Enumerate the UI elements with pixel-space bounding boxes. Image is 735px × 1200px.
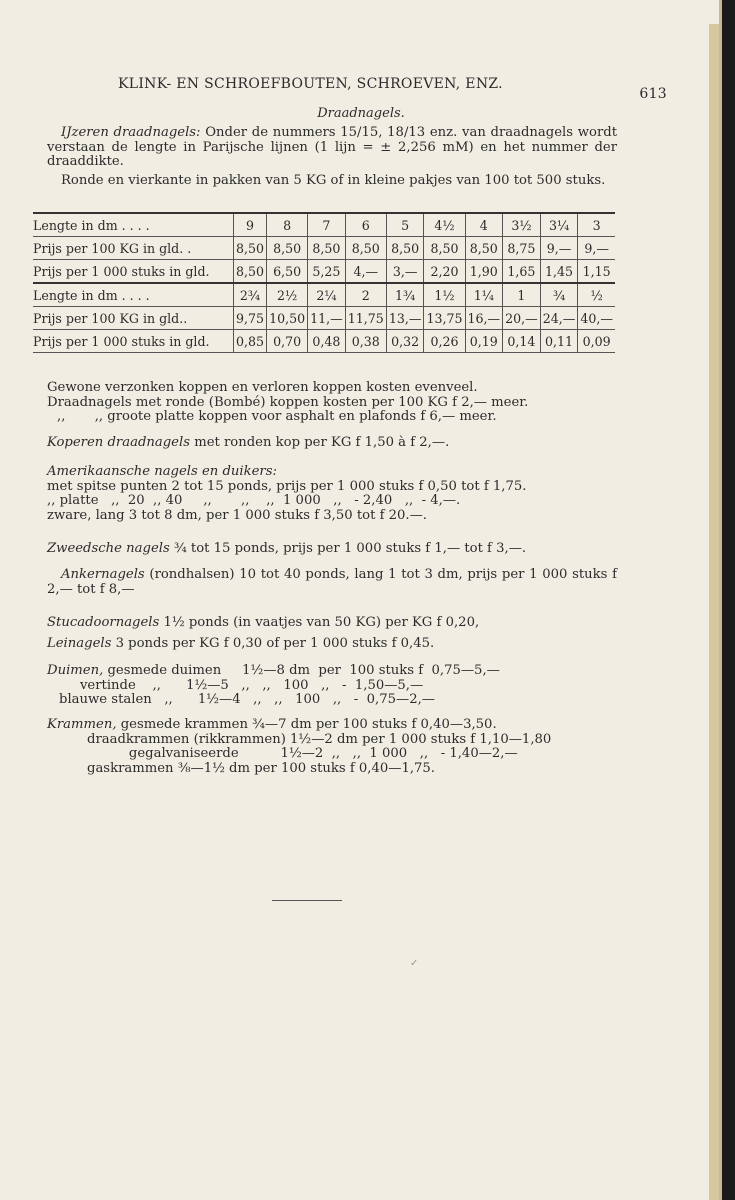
- table-cell: 10,50: [267, 307, 308, 330]
- table-cell: 0,32: [386, 330, 424, 353]
- table-cell: 16,—: [465, 307, 503, 330]
- table-cell: 9,75: [234, 307, 267, 330]
- zweedsche-text: ¾ tot 15 ponds, prijs per 1 000 stuks f 1,— tot f 3,—.: [173, 541, 527, 556]
- table-cell: 2½: [267, 283, 308, 307]
- koperen-text: met ronden kop per KG f 1,50 à f 2,—.: [194, 435, 450, 450]
- table-cell: ¾: [540, 283, 578, 307]
- koperen-label: Koperen draadnagels: [47, 435, 190, 450]
- stucadoornagels-label: Stucadoornagels: [47, 615, 160, 630]
- stucadoornagels-paragraph: [47, 616, 617, 631]
- intro-paragraph: [47, 126, 617, 170]
- table-cell: 4½: [424, 213, 465, 237]
- table-cell: 1½: [424, 283, 465, 307]
- table-row: [33, 237, 615, 260]
- notes-block: [47, 381, 617, 425]
- table-cell: 4: [465, 213, 503, 237]
- table-cell: 1,65: [503, 260, 541, 284]
- krammen-block: [47, 718, 617, 776]
- duimen-line: blauwe stalen ,, 1½—4 ,, ,, 100 ,, - 0,75—2,—: [59, 692, 435, 707]
- amerikaansche-line: ,, platte ,, 20 ,, 40 ,, ,, ,, 1 000 ,, - 2,40 ,, - 4,—.: [47, 493, 461, 508]
- note-line: ,, ,, groote platte koppen voor asphalt en plafonds f 6,— meer.: [57, 409, 497, 424]
- amerikaansche-block: [47, 465, 617, 523]
- zweedsche-label: Zweedsche nagels: [47, 541, 170, 556]
- table-cell: 0,19: [465, 330, 503, 353]
- table-cell: 13,—: [386, 307, 424, 330]
- price-table-grid: [33, 212, 615, 353]
- table-cell: 3¼: [540, 213, 578, 237]
- intro-text: Onder de nummers 15/15, 18/13 enz. van draadnagels wordt verstaan de lengte in Parijsche lijnen (1 lijn = ± 2,256 mM) en het nummer der draaddikte.: [47, 125, 617, 169]
- stucadoornagels-text: 1½ ponds (in vaatjes van 50 KG) per KG f 0,20,: [163, 615, 480, 630]
- row-label: Prijs per 1 000 stuks in gld.: [33, 330, 234, 353]
- header-title: KLINK- EN SCHROEFBOUTEN, SCHROEVEN, ENZ.: [118, 76, 503, 92]
- table-cell: 6,50: [267, 260, 308, 284]
- table-cell: 11,75: [345, 307, 386, 330]
- table-cell: 9,—: [578, 237, 615, 260]
- amerikaansche-line: zware, lang 3 tot 8 dm, per 1 000 stuks f 3,50 tot f 20.—.: [47, 507, 428, 523]
- amerikaansche-label: Amerikaansche nagels en duikers:: [47, 464, 277, 479]
- leinagels-label: Leinagels: [47, 636, 112, 651]
- page-smudge-mark: ✓: [410, 958, 419, 969]
- table-cell: 1¾: [386, 283, 424, 307]
- leinagels-paragraph: [47, 637, 617, 652]
- table-cell: 1,90: [465, 260, 503, 284]
- table-cell: 4,—: [345, 260, 386, 284]
- price-table: [33, 212, 615, 353]
- closing-rule: [272, 900, 342, 901]
- section-title: Draadnagels.: [317, 106, 405, 121]
- table-cell: 0,09: [578, 330, 615, 353]
- table-cell: 0,38: [345, 330, 386, 353]
- table-cell: 3: [578, 213, 615, 237]
- row-label: Prijs per 1 000 stuks in gld.: [33, 260, 234, 284]
- table-cell: 8,50: [345, 237, 386, 260]
- table-cell: 5: [386, 213, 424, 237]
- row-label: Lengte in dm . . . .: [33, 283, 234, 307]
- table-cell: 2¼: [308, 283, 346, 307]
- table-cell: 0,14: [503, 330, 541, 353]
- table-cell: 1,45: [540, 260, 578, 284]
- table-cell: 40,—: [578, 307, 615, 330]
- ankernagels-label: Ankernagels: [61, 567, 145, 582]
- duimen-block: [47, 664, 617, 708]
- table-cell: 0,70: [267, 330, 308, 353]
- table-cell: ½: [578, 283, 615, 307]
- table-row: [33, 307, 615, 330]
- krammen-line: gesmede krammen ¾—7 dm per 100 stuks f 0,40—3,50.: [120, 717, 497, 732]
- duimen-line: gesmede duimen 1½—8 dm per 100 stuks f 0,75—5,—: [107, 663, 500, 678]
- table-cell: 0,11: [540, 330, 578, 353]
- table-cell: 8,50: [234, 260, 267, 284]
- table-cell: 13,75: [424, 307, 465, 330]
- table-cell: 0,85: [234, 330, 267, 353]
- ankernagels-text: (rondhalsen) 10 tot 40 ponds, lang 1 tot 3 dm, prijs per 1 000 stuks f 2,— tot f 8,—: [47, 567, 617, 597]
- page-number: 613: [639, 86, 667, 102]
- table-cell: 0,26: [424, 330, 465, 353]
- duimen-line: vertinde ,, 1½—5 ,, ,, 100 ,, - 1,50—5,—: [59, 677, 424, 693]
- krammen-line: draadkrammen (rikkrammen) 1½—2 dm per 1 000 stuks f 1,10—1,80: [87, 731, 552, 747]
- row-label: Prijs per 100 KG in gld..: [33, 307, 234, 330]
- page-edge: [709, 24, 719, 1200]
- table-cell: 1¼: [465, 283, 503, 307]
- row-label: Prijs per 100 KG in gld. .: [33, 237, 234, 260]
- table-cell: 8,50: [424, 237, 465, 260]
- zweedsche-paragraph: [47, 542, 617, 557]
- table-cell: 9,—: [540, 237, 578, 260]
- table-cell: 8,50: [234, 237, 267, 260]
- table-cell: 9: [234, 213, 267, 237]
- table-cell: 5,25: [308, 260, 346, 284]
- table-cell: 2¾: [234, 283, 267, 307]
- krammen-label: Krammen,: [47, 717, 117, 732]
- table-cell: 8,50: [308, 237, 346, 260]
- leinagels-text: 3 ponds per KG f 0,30 of per 1 000 stuks f 0,45.: [115, 636, 435, 651]
- table-cell: 8,50: [465, 237, 503, 260]
- row-label: Lengte in dm . . . .: [33, 213, 234, 237]
- table-row: [33, 260, 615, 284]
- note-line: Gewone verzonken koppen en verloren koppen kosten evenveel.: [47, 380, 478, 395]
- krammen-line: gegalvaniseerde 1½—2 ,, ,, 1 000 ,, - 1,40—2,—: [87, 746, 518, 761]
- table-cell: 8: [267, 213, 308, 237]
- intro-label: IJzeren draadnagels:: [61, 125, 201, 140]
- table-cell: 2,20: [424, 260, 465, 284]
- packing-note: Ronde en vierkante in pakken van 5 KG of in kleine pakjes van 100 tot 500 stuks.: [61, 173, 606, 188]
- table-cell: 8,75: [503, 237, 541, 260]
- table-row: [33, 283, 615, 307]
- table-cell: 24,—: [540, 307, 578, 330]
- koperen-paragraph: [47, 436, 617, 451]
- table-cell: 1: [503, 283, 541, 307]
- table-cell: 2: [345, 283, 386, 307]
- table-cell: 20,—: [503, 307, 541, 330]
- table-row: [33, 330, 615, 353]
- table-cell: 8,50: [267, 237, 308, 260]
- krammen-line: gaskrammen ⅜—1½ dm per 100 stuks f 0,40—1,75.: [87, 760, 435, 776]
- table-cell: 8,50: [386, 237, 424, 260]
- table-cell: 1,15: [578, 260, 615, 284]
- table-cell: 11,—: [308, 307, 346, 330]
- table-cell: 3,—: [386, 260, 424, 284]
- table-cell: 7: [308, 213, 346, 237]
- table-cell: 3½: [503, 213, 541, 237]
- duimen-label: Duimen,: [47, 663, 104, 678]
- table-cell: 0,48: [308, 330, 346, 353]
- ankernagels-paragraph: [47, 568, 617, 597]
- table-cell: 6: [345, 213, 386, 237]
- note-line: Draadnagels met ronde (Bombé) koppen kosten per 100 KG f 2,— meer.: [47, 394, 529, 410]
- table-row: [33, 213, 615, 237]
- amerikaansche-line: met spitse punten 2 tot 15 ponds, prijs per 1 000 stuks f 0,50 tot f 1,75.: [47, 478, 527, 494]
